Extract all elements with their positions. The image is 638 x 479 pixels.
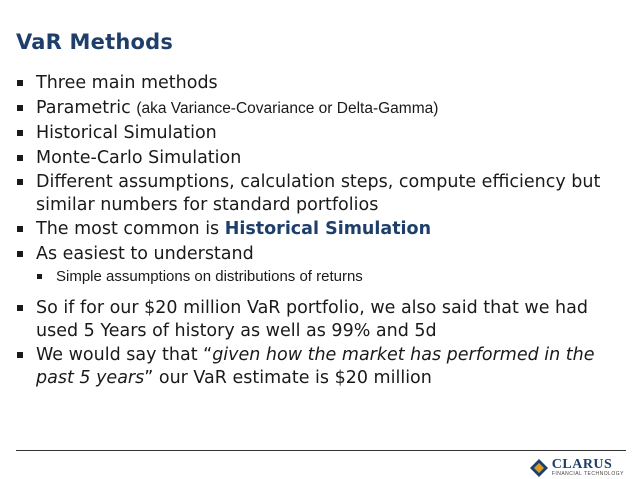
bullet-italic-text: given how the market has performed in the past 5 years [36,345,595,388]
logo-name: CLARUS [551,457,613,472]
square-bullet-icon [17,251,23,257]
bullet-item [16,171,626,216]
sub-bullet-item [36,267,626,287]
square-bullet-icon [17,105,23,111]
square-bullet-icon [37,274,42,279]
clarus-mark-icon [530,459,548,477]
sub-bullet-text: Simple assumptions on distributions of returns [56,268,363,285]
square-bullet-icon [17,155,23,161]
bullet-text: The most common is [36,219,225,239]
bullet-item [16,297,626,342]
logo-subtitle: FINANCIAL TECHNOLOGY [551,471,624,477]
square-bullet-icon [17,305,23,311]
bullet-aside-text: (aka Variance-Covariance or Delta-Gamma) [136,99,439,117]
bullet-item [16,97,626,121]
bullet-item [16,218,626,241]
bullet-item [16,72,626,95]
bullet-item [16,147,626,170]
square-bullet-icon [17,130,23,136]
bullet-text: Three main methods [36,73,218,93]
bullet-text: ” our VaR estimate is $20 million [144,367,432,388]
bullet-item [16,122,626,145]
bullet-list [16,72,626,391]
bullet-item [16,243,626,266]
slide-title: VaR Methods [16,30,174,54]
footer-divider [16,450,626,451]
bullet-text: Parametric [36,97,137,118]
bullet-text: Different assumptions, calculation steps, compute efficiency but similar numbers for standard portfolios [36,172,601,215]
bullet-text: We would say that “ [36,345,213,365]
company-logo [530,458,624,477]
bullet-text: Monte-Carlo Simulation [36,147,242,168]
bullet-item [16,344,626,389]
logo-wordmark [552,458,624,477]
square-bullet-icon [17,179,23,185]
square-bullet-icon [17,226,23,232]
square-bullet-icon [17,352,23,358]
bullet-text: So if for our $20 million VaR portfolio, we also said that we had used 5 Years of history as well as 99% and 5d [36,298,588,341]
bullet-text: As easiest to understand [36,243,254,264]
bullet-text: Historical Simulation [36,123,217,143]
bullet-emphasis-text: Historical Simulation [224,219,432,239]
square-bullet-icon [17,80,23,86]
